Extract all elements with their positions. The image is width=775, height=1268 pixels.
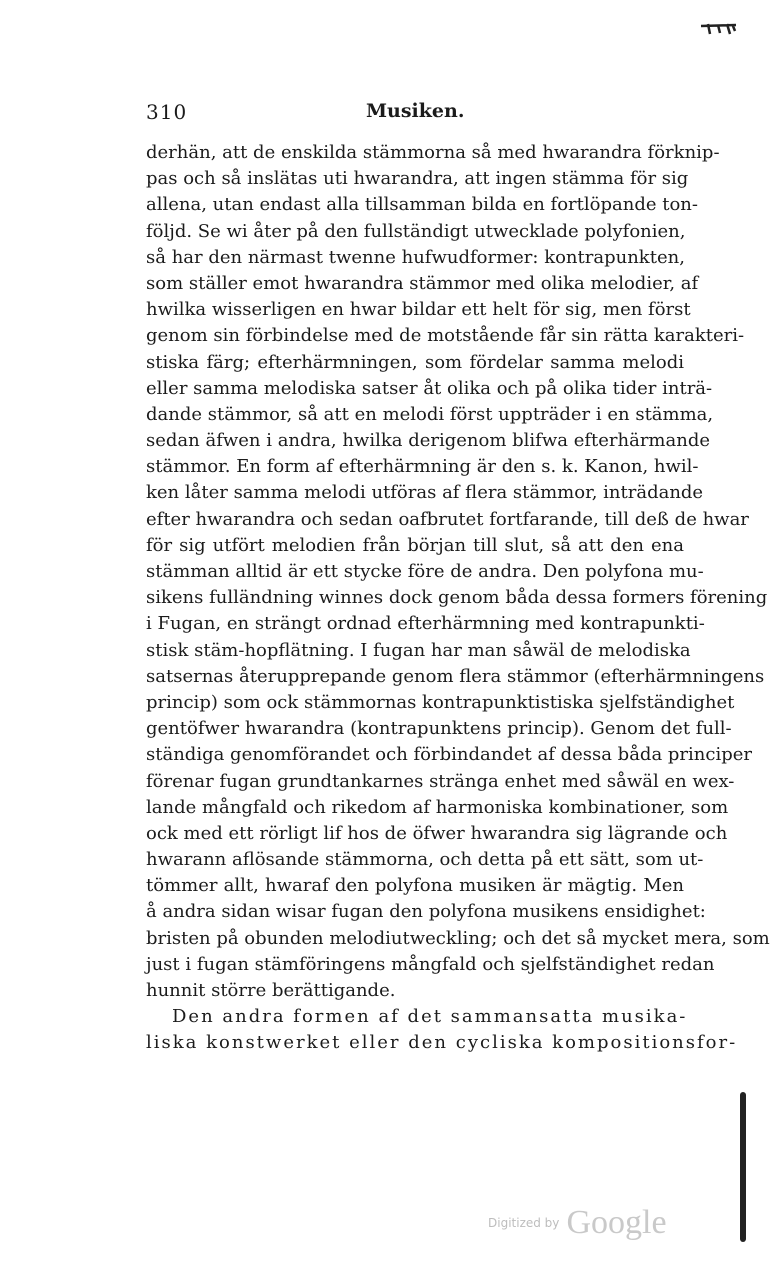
- text-line: sikens fulländning winnes dock genom båda dessa formers förening: [146, 587, 768, 609]
- text-line: hunnit större berättigande.: [146, 980, 396, 1001]
- watermark-logo-text: Google: [566, 1204, 667, 1241]
- text-line: stisk stäm-hopflätning. I fugan har man såwäl de melodiska: [146, 639, 691, 661]
- text-line: allena, utan endast alla tillsamman bilda en fortlöpande ton-: [146, 194, 698, 216]
- text-line: eller samma melodiska satser åt olika och på olika tider inträ-: [146, 377, 713, 399]
- text-line: lande mångfald och rikedom af harmoniska kombinationer, som: [146, 796, 729, 818]
- text-line: följd. Se wi åter på den fullständigt utwecklade polyfonien,: [146, 220, 686, 242]
- text-line: ock med ett rörligt lif hos de öfwer hwarandra sig lägrande och: [146, 822, 728, 844]
- digitized-watermark: [488, 1204, 667, 1248]
- text-line: ständiga genomförandet och förbindandet af dessa båda principer: [146, 744, 753, 766]
- text-line: dande stämmor, så att en melodi först uppträder i en stämma,: [146, 403, 714, 425]
- margin-ink-bar: [740, 1092, 746, 1242]
- text-line: gentöfwer hwarandra (kontrapunktens princip). Genom det full-: [146, 718, 732, 740]
- text-line: hwilka wisserligen en hwar bildar ett helt för sig, men först: [146, 299, 691, 321]
- text-line: genom sin förbindelse med de motstående får sin rätta karakteri-: [146, 325, 745, 347]
- text-line: satsernas återupprepande genom flera stämmor (efterhärmningens: [146, 665, 765, 687]
- running-title: Musiken.: [366, 100, 465, 122]
- text-line: hwarann aflösande stämmorna, och detta på ett sätt, som ut-: [146, 849, 704, 871]
- corner-ink-mark: [700, 22, 738, 36]
- text-line: å andra sidan wisar fugan den polyfona musikens ensidighet:: [146, 901, 706, 923]
- text-line: princip) som ock stämmornas kontrapunktistiska sjelfständighet: [146, 691, 735, 713]
- text-line: efter hwarandra och sedan oafbrutet fortfarande, till deß de hwar: [146, 508, 749, 530]
- page-number: 310: [146, 100, 188, 124]
- page-header: [146, 100, 686, 130]
- text-line: pas och så inslätas uti hwarandra, att ingen stämma för sig: [146, 168, 689, 190]
- text-line: stämman alltid är ett stycke före de andra. Den polyfona mu-: [146, 561, 704, 582]
- text-line: som ställer emot hwarandra stämmor med olika melodier, af: [146, 272, 699, 294]
- text-line: för sig utfört melodien från början till slut, så att den ena: [146, 534, 684, 556]
- watermark-small-text: Digitized by: [488, 1216, 560, 1230]
- text-line: Den andra formen af det sammansatta musika-: [172, 1006, 688, 1028]
- text-line: i Fugan, en strängt ordnad efterhärmning med kontrapunkti-: [146, 613, 705, 635]
- text-line: så har den närmast twenne hufwudformer: kontrapunkten,: [146, 246, 685, 268]
- text-line: stämmor. En form af efterhärmning är den s. k. Kanon, hwil-: [146, 456, 699, 478]
- text-line: tömmer allt, hwaraf den polyfona musiken är mägtig. Men: [146, 875, 684, 897]
- text-line: liska konstwerket eller den cycliska kompositionsfor-: [146, 1032, 738, 1054]
- text-line: bristen på obunden melodiutweckling; och det så mycket mera, som: [146, 927, 770, 949]
- text-line: förenar fugan grundtankarnes stränga enhet med såwäl en wex-: [146, 770, 735, 792]
- text-line: ken låter samma melodi utföras af flera stämmor, inträdande: [146, 482, 704, 504]
- text-line: just i fugan stämföringens mångfald och sjelfständighet redan: [146, 953, 715, 975]
- text-line: stiska färg; efterhärmningen, som fördelar samma melodi: [146, 351, 684, 373]
- text-line: derhän, att de enskilda stämmorna så med hwarandra förknip-: [146, 142, 720, 163]
- text-line: sedan äfwen i andra, hwilka derigenom blifwa efterhärmande: [146, 430, 710, 452]
- body-text: [146, 140, 770, 1057]
